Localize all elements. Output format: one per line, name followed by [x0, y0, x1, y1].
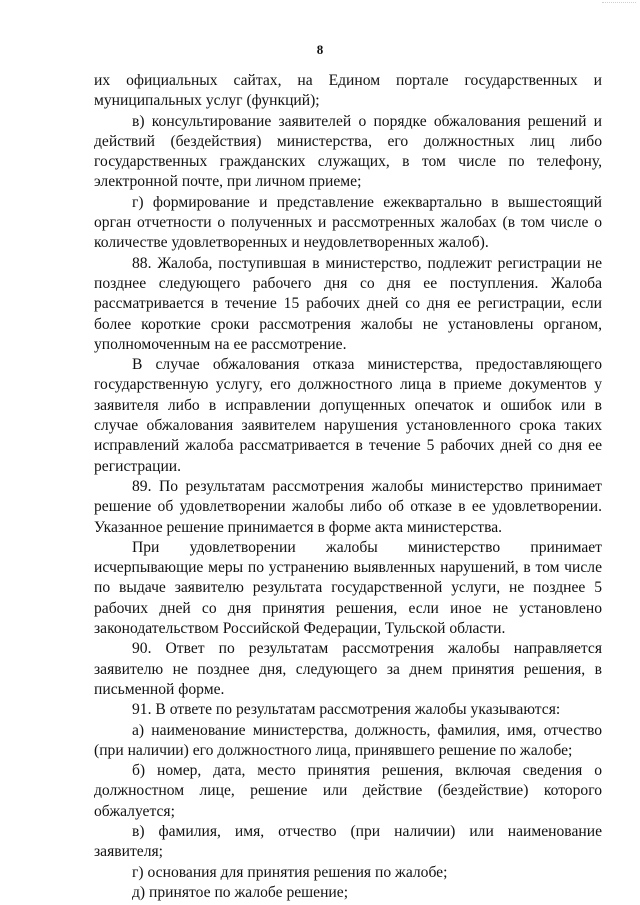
paragraph-item-v: в) консультирование заявителей о порядке обжалования решений и действий (бездействия) министерства, его должностных лиц либо государственных гражданских служащих, в том числе по телефону, электронной почте, при личном приеме; [94, 112, 602, 191]
paragraph-91-item-b: б) номер, дата, место принятия решения, включая сведения о должностном лице, решение или действие (бездействие) которого обжалуется; [94, 762, 602, 820]
paragraph-91-item-a: а) наименование министерства, должность, фамилия, имя, отчество (при наличии) его должностного лица, принявшего решение по жалобе; [94, 721, 602, 759]
paragraph-89-satisfaction: При удовлетворении жалобы министерство принимает исчерпывающие меры по устранению выявленных нарушений, в том числе по выдаче заявителю результата государственной услуги, не позднее 5 рабочих дней со дня принятия решения, если иное не установлено законодательством Российской Федерации, Тульской области. [94, 538, 602, 638]
paragraph-88: 88. Жалоба, поступившая в министерство, подлежит регистрации не позднее следующего рабочего дня со дня ее поступления. Жалоба рассматривается в течение 15 рабочих дней со дня ее регистрации, если более короткие сроки рассмотрения жалобы не установлены органом, уполномоченным на ее рассмотрение. [94, 254, 602, 353]
paragraph-91-item-d: д) принятое по жалобе решение; [132, 883, 349, 901]
paragraph-91-item-g: г) основания для принятия решения по жалобе; [132, 863, 448, 881]
paragraph-91-item-v: в) фамилия, имя, отчество (при наличии) или наименование заявителя; [94, 822, 602, 861]
paragraph-item-g: г) формирование и представление ежеквартально в вышестоящий орган отчетности о полученных и рассмотренных жалобах (в том числе о количестве удовлетворенных и неудовлетворенных жалоб). [94, 193, 602, 252]
paragraph-continuation: их официальных сайтах, на Едином портале государственных и муниципальных услуг (функций); [94, 72, 602, 110]
paragraph-90: 90. Ответ по результатам рассмотрения жалобы направляется заявителю не позднее дня, следующего за днем принятия решения, в письменной форме. [94, 640, 602, 698]
page-number: 8 [316, 42, 324, 57]
document-body [94, 71, 602, 903]
paragraph-91: 91. В ответе по результатам рассмотрения жалобы указываются: [132, 701, 561, 719]
scan-corner-mark [602, 2, 636, 9]
paragraph-88-appeal: В случае обжалования отказа министерства, предоставляющего государственную услугу, его должностного лица в приеме документов у заявителя либо в исправлении допущенных опечаток и ошибок или в случае обжалования заявителем нарушения установленного срока таких исправлений жалоба рассматривается в течение 5 рабочих дней со дня ее регистрации. [94, 356, 602, 475]
paragraph-89: 89. По результатам рассмотрения жалобы министерство принимает решение об удовлетворении жалобы либо об отказе в ее удовлетворении. Указанное решение принимается в форме акта министерства. [94, 477, 602, 536]
